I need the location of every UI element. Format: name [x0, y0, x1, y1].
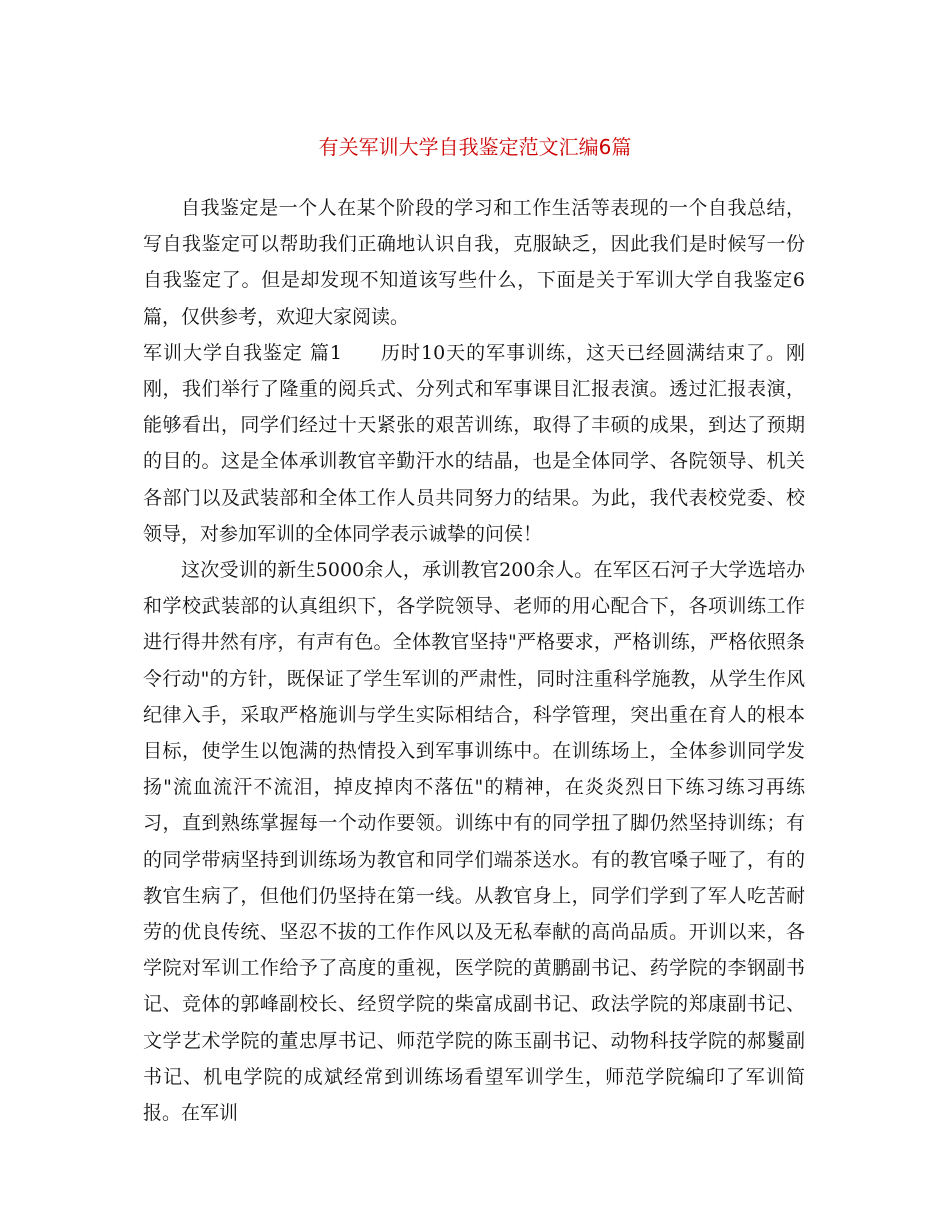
section1-heading: 军训大学自我鉴定 篇1 — [143, 341, 343, 364]
document-title: 有关军训大学自我鉴定范文汇编6篇 — [318, 135, 632, 159]
section1-paragraph-1-text: 历时10天的军事训练，这天已经圆满结束了。刚刚，我们举行了隆重的阅兵式、分列式和军事课目汇报表演。透过汇报表演，能够看出，同学们经过十天紧张的艰苦训练，取得了丰硕的成果，到达了预期的目的。这是全体承训教官辛勤汗水的结晶，也是全体同学、各院领导、机关各部门以及武装部和全体工作人员共同努力的结果。为此，我代表校党委、校领导，对参加军训的全体同学表示诚挚的问侯！ — [143, 341, 805, 545]
section1-paragraph-1 — [143, 335, 805, 552]
document-body — [143, 190, 805, 1131]
intro-paragraph: 自我鉴定是一个人在某个阶段的学习和工作生活等表现的一个自我总结，写自我鉴定可以帮助我们正确地认识自我，克服缺乏，因此我们是时候写一份自我鉴定了。但是却发现不知道该写些什么，下面是关于军训大学自我鉴定6篇，仅供参考，欢迎大家阅读。 — [143, 197, 805, 328]
section1-paragraph-2: 这次受训的新生5000余人，承训教官200余人。在军区石河子大学选培办和学校武装部的认真组织下，各学院领导、老师的用心配合下，各项训练工作进行得井然有序，有声有色。全体教官坚持"严格要求，严格训练，严格依照条令行动"的方针，既保证了学生军训的严肃性，同时注重科学施教，从学生作风纪律入手，采取严格施训与学生实际相结合，科学管理，突出重在育人的根本目标，使学生以饱满的热情投入到军事训练中。在训练场上，全体参训同学发扬"流血流汗不流泪，掉皮掉肉不落伍"的精神，在炎炎烈日下练习练习再练习，直到熟练掌握每一个动作要领。训练中有的同学扭了脚仍然坚持训练；有的同学带病坚持到训练场为教官和同学们端茶送水。有的教官嗓子哑了，有的教官生病了，但他们仍坚持在第一线。从教官身上，同学们学到了军人吃苦耐劳的优良传统、坚忍不拔的工作作风以及无私奉献的高尚品质。开训以来，各学院对军训工作给予了高度的重视，医学院的黄鹏副书记、药学院的李钢副书记、竞体的郭峰副校长、经贸学院的柴富成副书记、政法学院的郑康副书记、文学艺术学院的董忠厚书记、师范学院的陈玉副书记、动物科技学院的郝鬉副书记、机电学院的成斌经常到训练场看望军训学生，师范学院编印了军训简报。在军训 — [143, 559, 805, 1125]
